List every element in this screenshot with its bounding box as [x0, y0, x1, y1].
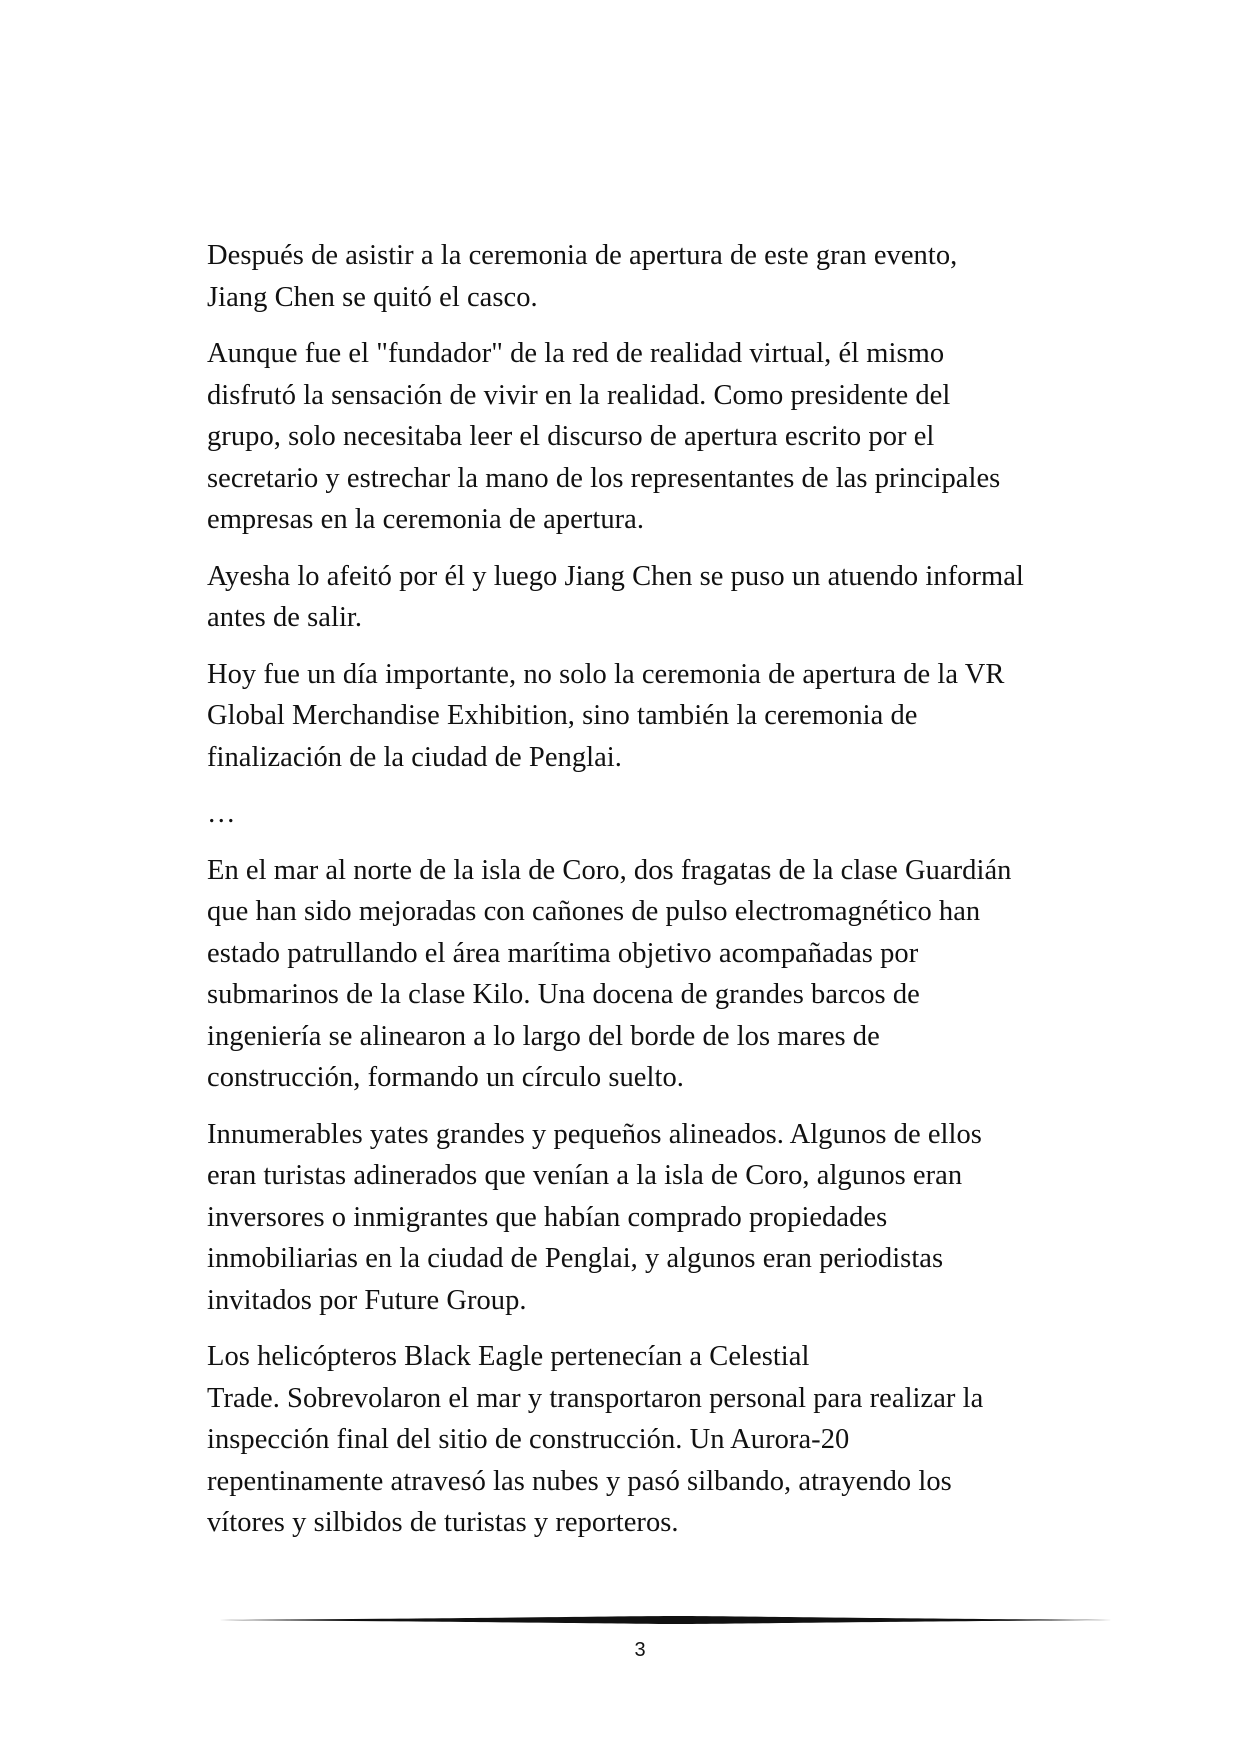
text-line: Los helicópteros Black Eagle pertenecían a Celestial	[207, 1341, 810, 1372]
paragraph	[207, 1336, 1067, 1544]
paragraph	[207, 654, 1067, 779]
text-line: Global Merchandise Exhibition, sino también la ceremonia de	[207, 700, 918, 731]
text-line: Después de asistir a la ceremonia de apertura de este gran evento,	[207, 240, 958, 271]
body-text	[207, 235, 1067, 1559]
text-line: antes de salir.	[207, 602, 363, 633]
text-line: Innumerables yates grandes y pequeños alineados. Algunos de ellos	[207, 1118, 982, 1150]
paragraph	[207, 556, 1067, 639]
page-number: 3	[634, 1639, 646, 1661]
text-line: estado patrullando el área marítima objetivo acompañadas por	[207, 937, 919, 969]
text-line: eran turistas adinerados que venían a la isla de Coro, algunos eran	[207, 1160, 963, 1191]
text-line: grupo, solo necesitaba leer el discurso de apertura escrito por el	[207, 421, 935, 452]
text-line: que han sido mejoradas con cañones de pulso electromagnético han	[207, 896, 981, 927]
text-line: Hoy fue un día importante, no solo la ceremonia de apertura de la VR	[207, 658, 1005, 690]
text-line: secretario y estrechar la mano de los representantes de las principales	[207, 462, 1001, 494]
text-line: inspección final del sitio de construcción. Un Aurora-20	[207, 1424, 850, 1455]
text-line: inversores o inmigrantes que habían comprado propiedades	[207, 1201, 888, 1233]
text-line: …	[207, 798, 236, 829]
paragraph	[207, 850, 1067, 1099]
text-line: invitados por Future Group.	[207, 1284, 527, 1316]
text-line: empresas en la ceremonia de apertura.	[207, 504, 645, 535]
paragraph	[207, 235, 1067, 318]
text-line: submarinos de la clase Kilo. Una docena de grandes barcos de	[207, 979, 920, 1010]
text-line: En el mar al norte de la isla de Coro, dos fragatas de la clase Guardián	[207, 854, 1012, 886]
text-line: finalización de la ciudad de Penglai.	[207, 741, 622, 773]
text-line: ingeniería se alinearon a lo largo del borde de los mares de	[207, 1020, 880, 1052]
footer-divider	[207, 1613, 1112, 1627]
text-line: inmobiliarias en la ciudad de Penglai, y algunos eran periodistas	[207, 1243, 944, 1274]
text-line: repentinamente atravesó las nubes y pasó silbando, atrayendo los	[207, 1465, 952, 1497]
text-line: vítores y silbidos de turistas y reporteros.	[207, 1507, 679, 1538]
text-line: Trade. Sobrevolaron el mar y transportaron personal para realizar la	[207, 1382, 984, 1414]
paragraph	[207, 1114, 1067, 1322]
text-line: Aunque fue el "fundador" de la red de realidad virtual, él mismo	[207, 338, 945, 369]
paragraph	[207, 333, 1067, 541]
text-line: Jiang Chen se quitó el casco.	[207, 281, 538, 313]
text-line: construcción, formando un círculo suelto.	[207, 1062, 684, 1093]
text-line: disfrutó la sensación de vivir en la realidad. Como presidente del	[207, 379, 951, 411]
text-line: Ayesha lo afeitó por él y luego Jiang Chen se puso un atuendo informal	[207, 560, 1024, 592]
scene-break-ellipsis	[207, 793, 1067, 835]
